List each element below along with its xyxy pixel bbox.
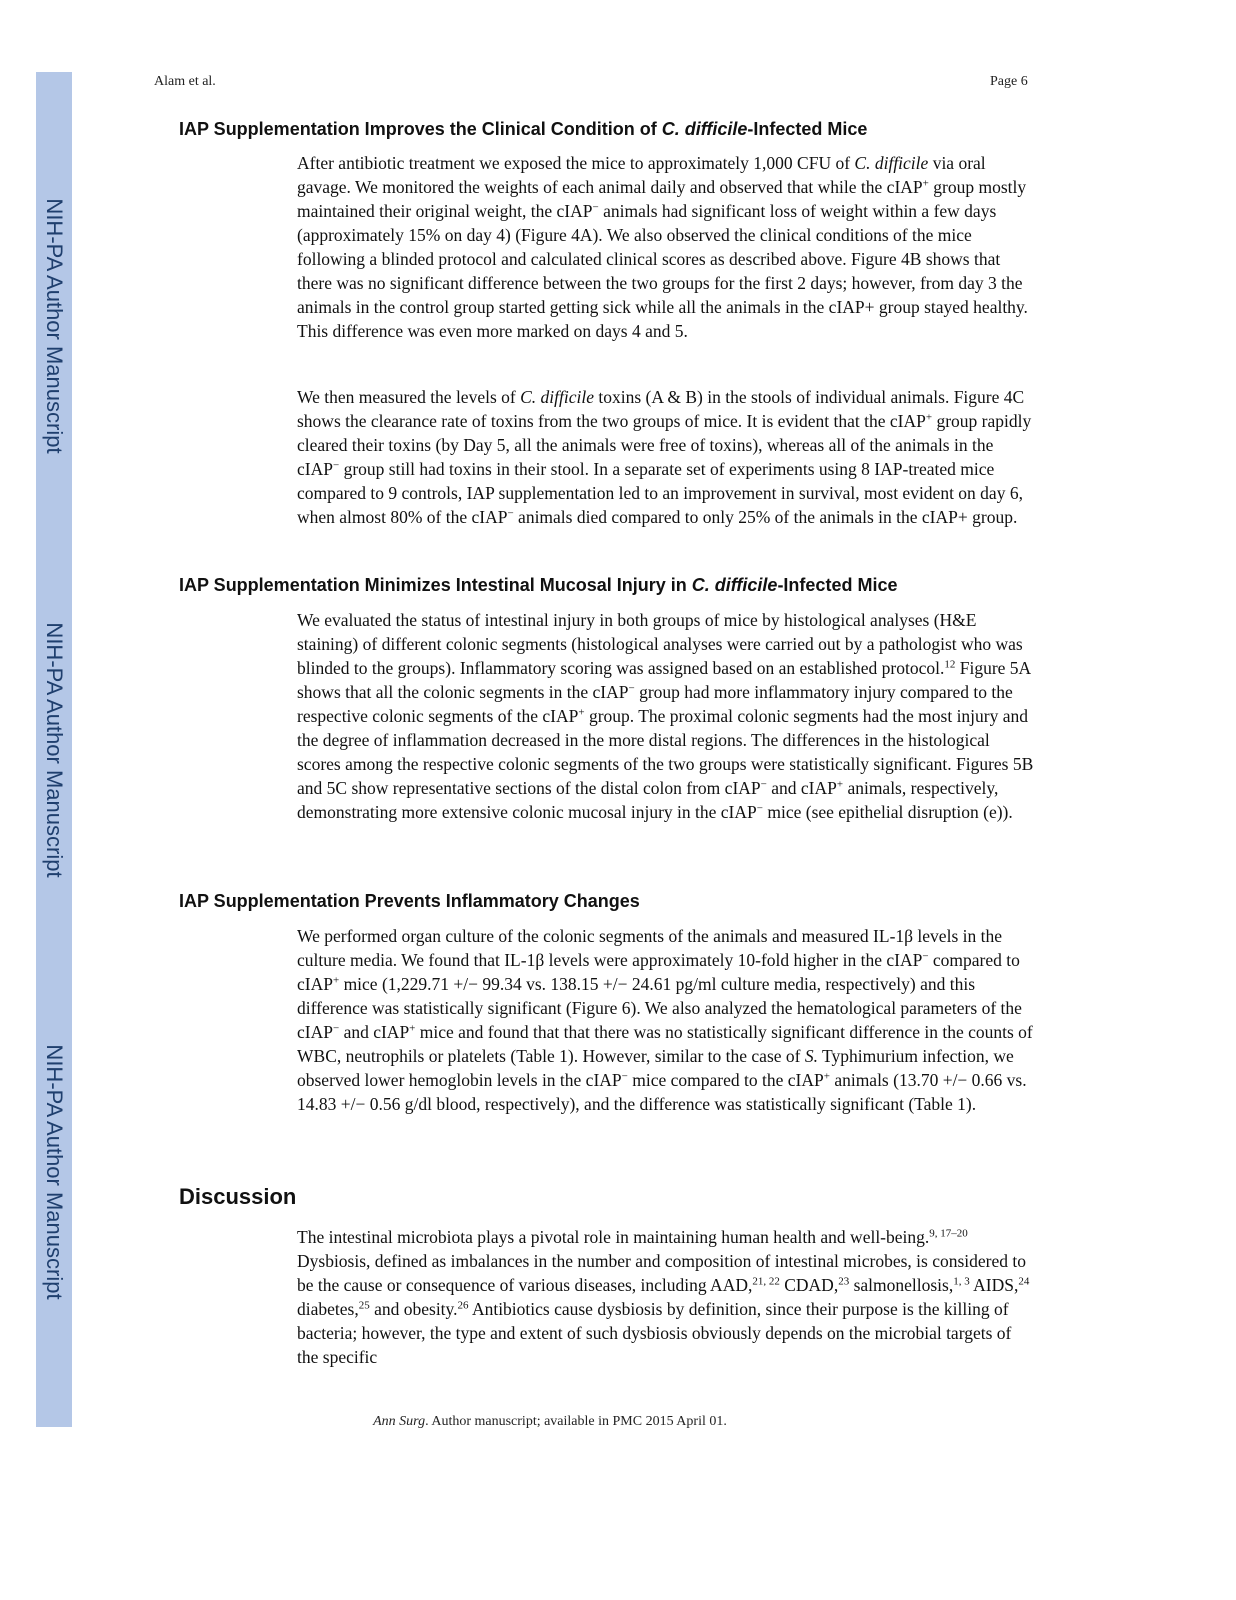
body-paragraph: We performed organ culture of the colonic segments of the animals and measured IL-1β levels in the culture media. We found that IL-1β levels were approximately 10-fold higher in the cIAP− compared to cIAP+ mice (1,229.71 +/− 99.34 vs. 138.15 +/− 24.61 pg/ml culture media, respectively) and this difference was statistically significant (Figure 6). We also analyzed the hematological parameters of the cIAP− and cIAP+ mice and found that that there was no statistically significant difference in the counts of WBC, neutrophils or platelets (Table 1). However, similar to the case of S. Typhimurium infection, we observed lower hemoglobin levels in the cIAP− mice compared to the cIAP+ animals (13.70 +/− 0.66 vs. 14.83 +/− 0.56 g/dl blood, respectively), and the difference was statistically significant (Table 1). — [297, 926, 1033, 1114]
footer-text: . Author manuscript; available in PMC 2015 April 01. — [425, 1414, 727, 1429]
body-paragraph: We evaluated the status of intestinal injury in both groups of mice by histological analyses (H&E staining) of different colonic segments (histological analyses were carried out by a pathologist who was blinded to the groups). Inflammatory scoring was assigned based on an established protocol.$^{12}$ Figure 5A shows that all the colonic segments in the cIAP− group had more inflammatory injury compared to the respective colonic segments of the cIAP+ group. The proximal colonic segments had the most injury and the degree of inflammation decreased in the more distal regions. The differences in the histological scores among the respective colonic segments of the two groups were statistically significant. Figures 5B and 5C show representative sections of the distal colon from cIAP− and cIAP+ animals, respectively, demonstrating more extensive colonic mucosal injury in the cIAP− mice (see epithelial disruption (e)). — [297, 610, 1034, 822]
section-heading: IAP Supplementation Improves the Clinical Condition of C. difficile-Infected Mice — [179, 119, 868, 139]
section-heading: IAP Supplementation Prevents Inflammatory Changes — [179, 891, 640, 911]
running-header-author: Alam et al. — [154, 74, 216, 89]
body-paragraph: After antibiotic treatment we exposed the mice to approximately 1,000 CFU of C. difficile via oral gavage. We monitored the weights of each animal daily and observed that while the cIAP+ group mostly maintained their original weight, the cIAP− animals had significant loss of weight within a few days (approximately 15% on day 4) (Figure 4A). We also observed the clinical conditions of the mice following a blinded protocol and calculated clinical scores as described above. Figure 4B shows that there was no significant difference between the two groups for the first 2 days; however, from day 3 the animals in the control group started getting sick while all the animals in the cIAP+ group stayed healthy. This difference was even more marked on days 4 and 5. — [297, 153, 1028, 341]
section-heading-discussion: Discussion — [179, 1184, 297, 1209]
body-paragraph: The intestinal microbiota plays a pivotal role in maintaining human health and well-being.$^{9, 17-20}$ Dysbiosis, defined as imbalances in the number and composition of intestinal microbes, is considered to be the cause or consequence of various diseases, including AAD,$^{21, 22}$ CDAD,$^{23}$ salmonellosis,$^{1, 3}$ AIDS,$^{24}$ diabetes,$^{25}$ and obesity.$^{26}$ Antibiotics cause dysbiosis by definition, since their purpose is the killing of bacteria; however, the type and extent of such dysbiosis obviously depends on the microbial targets of the specific — [297, 1227, 1030, 1367]
page-number: Page 6 — [990, 74, 1028, 89]
body-paragraph: We then measured the levels of C. difficile toxins (A & B) in the stools of individual animals. Figure 4C shows the clearance rate of toxins from the two groups of mice. It is evident that the cIAP+ group rapidly cleared their toxins (by Day 5, all the animals were free of toxins), whereas all of the animals in the cIAP− group still had toxins in their stool. In a separate set of experiments using 8 IAP-treated mice compared to 9 controls, IAP supplementation led to an improvement in survival, most evident on day 6, when almost 80% of the cIAP− animals died compared to only 25% of the animals in the cIAP+ group. — [297, 387, 1032, 527]
footer-journal: Ann Surg — [373, 1414, 426, 1429]
footer-citation — [0, 1414, 1100, 1430]
section-heading: IAP Supplementation Minimizes Intestinal Mucosal Injury in C. difficile-Infected Mice — [179, 575, 898, 595]
